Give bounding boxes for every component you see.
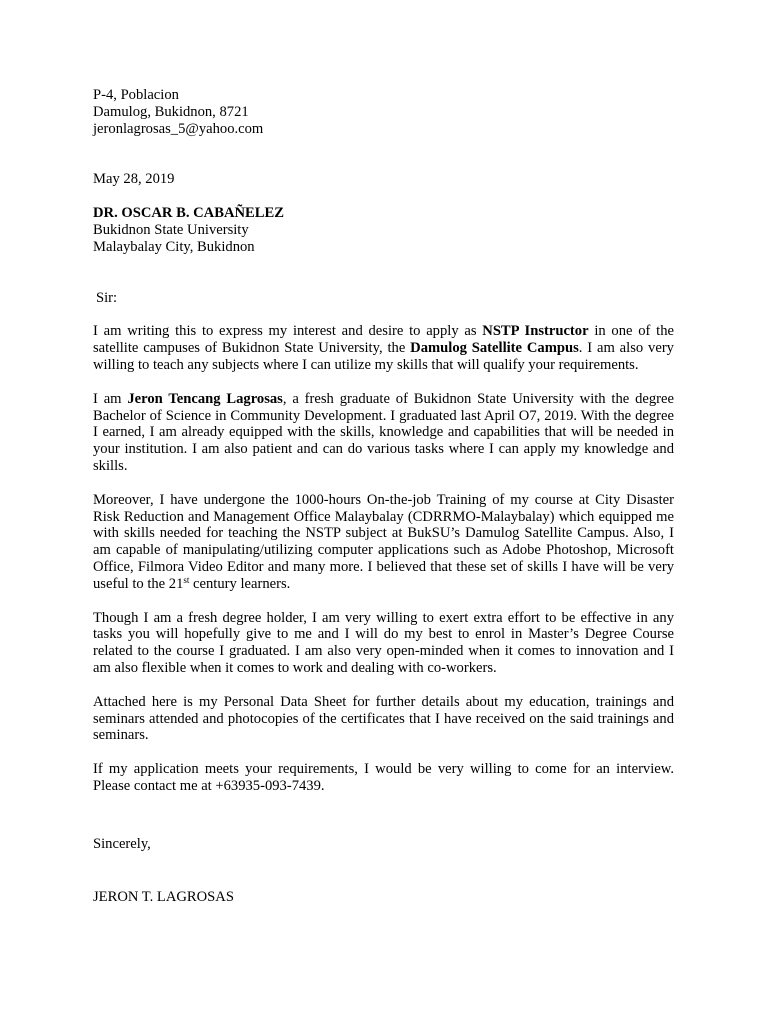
sender-address-line1: P-4, Poblacion — [93, 87, 179, 103]
recipient-name: DR. OSCAR B. CABAÑELEZ — [93, 205, 284, 222]
body-paragraph-5: Attached here is my Personal Data Sheet for further details about my education, trainings and seminars attended and photocopies of the certificates that I have received on the said trainings and seminars. — [93, 693, 674, 744]
sender-address — [93, 87, 674, 137]
letter-date: May 28, 2019 — [93, 171, 175, 188]
recipient-address — [93, 205, 674, 255]
campus-name: Damulog Satellite Campus — [410, 340, 579, 357]
body-paragraph-2: I am Jeron Tencang Lagrosas, a fresh graduate of Bukidnon State University with the degree Bachelor of Science in Community Development. I graduated last April O7, 2019. With the degree I earned, I am already equipped with the skills, knowledge and capabilities that will be needed in your institution. I am also patient and can do various tasks where I can apply my knowledge and skills. — [93, 390, 674, 474]
body-paragraph-4: Though I am a fresh degree holder, I am very willing to exert extra effort to be effective in any tasks you will hopefully give to me and I will do my best to enrol in Master’s Degree Course related to the course I graduated. I am also very open-minded when it comes to innovation and I am also flexible when it comes to work and dealing with co-workers. — [93, 609, 674, 676]
position-title: NSTP Instructor — [482, 323, 589, 340]
body-paragraph-6: If my application meets your requirements, I would be very willing to come for an interview. Please contact me at +63935-093-7439. — [93, 761, 674, 794]
sender-address-line2: Damulog, Bukidnon, 8721 — [93, 103, 249, 120]
recipient-institution: Bukidnon State University — [93, 221, 249, 238]
salutation: Sir: — [96, 289, 118, 306]
body-paragraph-1: I am writing this to express my interest and desire to apply as NSTP Instructor in one of the satellite campuses of Bukidnon State University, the Damulog Satellite Campus. I am also very willing to teach any subjects where I can utilize my skills that will qualify your requirements. — [93, 323, 674, 373]
body-paragraph-3: Moreover, I have undergone the 1000-hours On-the-job Training of my course at City Disaster Risk Reduction and Management Office Malaybalay (CDRRMO-Malaybalay) which equipped me with skills needed for teaching the NSTP subject at BukSU’s Damulog Satellite Campus. Also, I am capable of manipulating/utilizing computer applications such as Adobe Photoshop, Microsoft Office, Filmora Video Editor and many more. I believed that these set of skills I have will be very useful to the 21st century learners. — [93, 491, 674, 592]
letter-page — [93, 87, 674, 905]
applicant-full-name: Jeron Tencang Lagrosas — [127, 390, 283, 407]
sender-email: jeronlagrosas_5@yahoo.com — [93, 120, 264, 137]
recipient-city: Malaybalay City, Bukidnon — [93, 238, 255, 255]
closing: Sincerely, — [93, 835, 151, 852]
signature-name: JERON T. LAGROSAS — [93, 888, 234, 905]
